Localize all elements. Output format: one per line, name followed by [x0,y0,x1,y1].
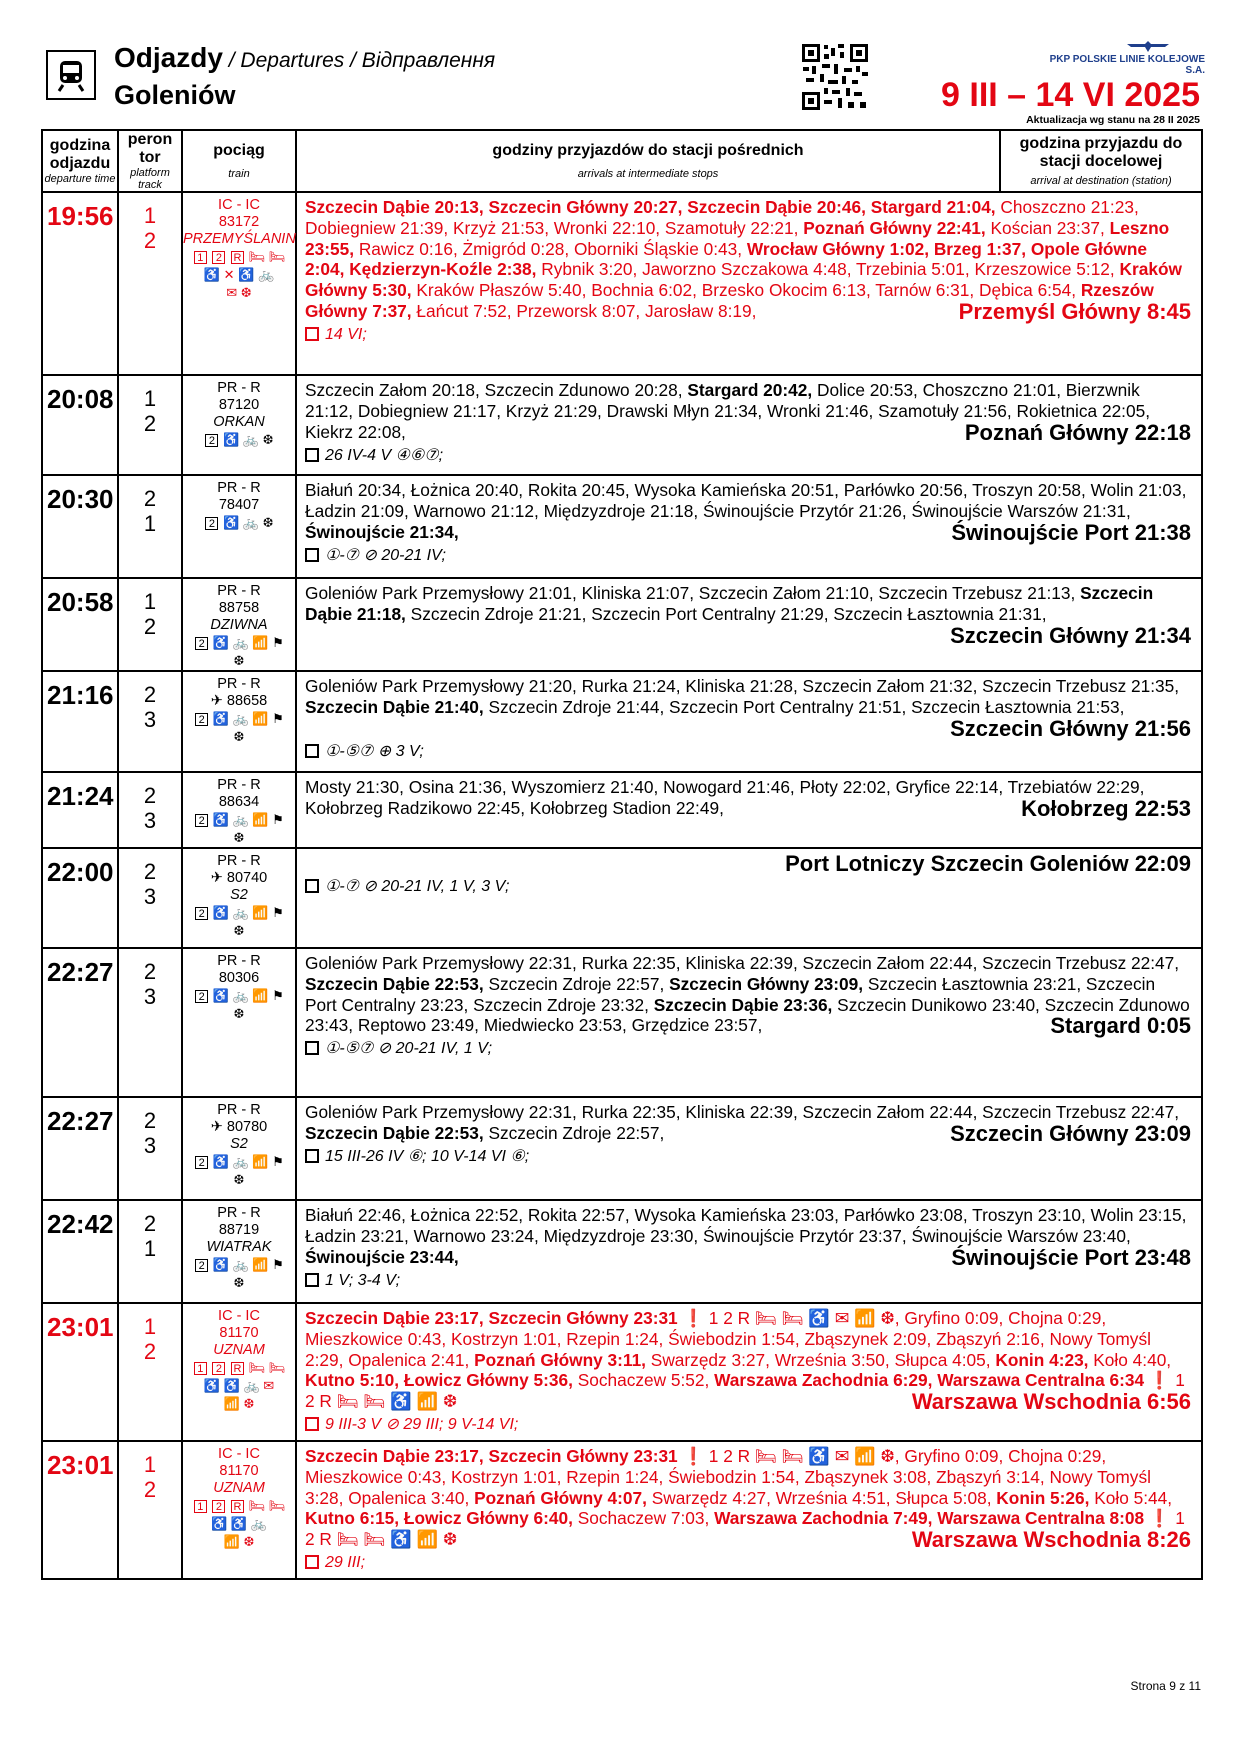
departure-time: 21:16 [42,671,118,772]
train-name: UZNAM [213,1480,265,1496]
departure-time: 22:27 [42,948,118,1097]
train-amenity-icons: 1 2 R 🛏 🛏 [183,1497,295,1515]
train-number: 83172 [218,214,260,230]
intermediate-stops: Goleniów Park Przemysłowy 21:01, Kliniska 21:07, Szczecin Załom 21:10, Szczecin Trzebusz 21:13, Szczecin Dąbie 21:18, Szczecin Zdroje 21:21, Szczecin Port Centralny 21:29, Szczecin Łasztownia 21:31, [305,583,1154,624]
operating-dates: 1 V; 3-4 V; [305,1271,1191,1294]
train-category: PR - R [217,676,261,692]
operating-dates: 14 VI; [305,325,1191,348]
calendar-icon [305,548,319,562]
departure-row [42,1303,1202,1441]
train-category: PR - R [217,1102,261,1118]
train-category: IC - IC [218,197,260,213]
destination: Warszawa Wschodnia 8:26 [911,1527,1191,1553]
operating-dates: ①-⑦ ⊘ 20-21 IV, 1 V, 3 V; [305,877,1191,900]
platform-track [118,1303,182,1441]
destination: Port Lotniczy Szczecin Goleniów 22:09 [785,851,1191,876]
destination: Szczecin Główny 21:34 [950,622,1191,648]
departure-time: 22:42 [42,1200,118,1303]
train-number: 88634 [218,794,260,810]
train-amenity-icons: 2 ♿ 🚲 📶 ⚑ [183,634,295,652]
col-time: godzina odjazdu departure time [42,130,118,192]
intermediate-stops: Szczecin Dąbie 23:17, Szczecin Główny 23:31 ❗ 1 2 R 🛏 🛏 ♿ ✉ 📶 ❆, Gryfino 0:09, Chojna 0:29, Mieszkowice 0:43, Kostrzyn 1:01, Rzepin 1:24, Świebodzin 1:54, Zbąszynek 2:09, Zbąszyń 2:16, Nowy Tomyśl 2:29, Opalenica 2:41, Poznań Główny 3:11, Swarzędz 3:27, Września 3:50, Słupca 4:05, Konin 4:23, Koło 4:40, Kutno 5:10, Łowicz Główny 5:36, Sochaczew 5:52, Warszawa Zachodnia 6:29, Warszawa Centralna 6:34 ❗ 1 2 R 🛏 🛏 ♿ 📶 ❆ [305,1308,1185,1412]
calendar-icon [305,1555,319,1569]
intermediate-stops: Szczecin Załom 20:18, Szczecin Zdunowo 20:28, Stargard 20:42, Dolice 20:53, Choszczno 21:01, Bierzwnik 21:12, Dobiegniew 21:17, Krzyż 21:29, Drawski Młyn 21:34, Wronki 21:46, Szamotuły 21:56, Rokietnica 22:05, Kiekrz 22:08, [305,380,1151,442]
operating-dates: ①-⑤⑦ ⊕ 3 V; [305,742,1191,765]
platform-number: 1 [143,1452,157,1477]
departure-time: 23:01 [42,1441,118,1579]
destination: Świnoujście Port 21:38 [951,519,1191,545]
col-stops: godziny przyjazdów do stacji pośrednich arrivals at intermediate stops [296,130,1000,192]
departure-time: 19:56 [42,192,118,375]
track-number: 2 [143,1339,157,1364]
departure-time: 20:58 [42,578,118,671]
destination: Szczecin Główny 23:09 [950,1120,1191,1146]
train-amenity-icons: ♿ ✕ ♿ 🚲 [203,267,275,282]
train-amenity-icons: ❆ [233,653,245,668]
track-number: 1 [143,1236,157,1261]
train-number: 88758 [218,600,260,616]
train-name: S2 [230,887,248,903]
train-info [182,772,296,848]
platform-number: 2 [143,959,157,984]
train-number: 81170 [219,1463,259,1479]
departures-table [41,129,1203,1580]
track-number: 3 [143,707,157,732]
stops-cell [296,375,1202,475]
platform-number: 1 [143,203,157,228]
departure-row [42,1200,1202,1303]
destination: Poznań Główny 22:18 [964,419,1191,445]
departure-row [42,948,1202,1097]
page-number: Strona 9 z 11 [1130,1679,1201,1693]
stops-cell [296,671,1202,772]
stops-cell [296,1200,1202,1303]
stops-cell [296,1097,1202,1200]
platform-track [118,475,182,578]
train-info [182,671,296,772]
platform-track [118,375,182,475]
train-info [182,848,296,948]
platform-number: 2 [143,486,157,511]
train-amenity-icons: ❆ [233,830,245,845]
train-category: PR - R [217,1205,261,1221]
platform-track [118,671,182,772]
train-amenity-icons: ❆ [233,729,245,744]
train-icon [46,50,96,100]
departure-time: 20:08 [42,375,118,475]
train-amenity-icons: 2 ♿ 🚲 ❆ [183,431,295,449]
stops-cell [296,948,1202,1097]
destination: Szczecin Główny 21:56 [950,715,1191,741]
intermediate-stops: Białuń 20:34, Łożnica 20:40, Rokita 20:45, Wysoka Kamieńska 20:51, Parłówko 20:56, Troszyn 20:58, Wolin 21:03, Ładzin 21:09, Warnowo 21:12, Międzyzdroje 21:18, Świnoujście Przytór 21:26, Świnoujście Warszów 21:31, Świnoujście 21:34, [305,480,1187,542]
departure-row [42,671,1202,772]
train-amenity-icons: 2 ♿ 🚲 ❆ [183,514,295,532]
train-number: ✈ 88658 [210,693,268,709]
departure-row [42,848,1202,948]
train-info [182,578,296,671]
train-name: PRZEMYŚLANIN [183,231,296,247]
track-number: 3 [143,884,157,909]
operating-dates: 26 IV-4 V ④⑥⑦; [305,446,1191,469]
train-category: PR - R [217,853,261,869]
train-number: 78407 [218,497,260,513]
platform-number: 2 [143,783,157,808]
validity-period: 9 III – 14 VI 2025 [941,76,1200,114]
platform-track [118,1200,182,1303]
train-amenity-icons: 2 ♿ 🚲 📶 ⚑ [183,710,295,728]
destination: Przemyśl Główny 8:45 [958,298,1191,324]
plk-logo [1045,40,1205,76]
intermediate-stops: Szczecin Dąbie 20:13, Szczecin Główny 20:27, Szczecin Dąbie 20:46, Stargard 21:04, Choszczno 21:23, Dobiegniew 21:39, Krzyż 21:53, Wronki 22:10, Szamotuły 22:21, Poznań Główny 22:41, Kościan 23:37, Leszno 23:55, Rawicz 0:16, Żmigród 0:28, Oborniki Śląskie 0:43, Wrocław Główny 1:02, Brzeg 1:37, Opole Główne 2:04, Kędzierzyn-Koźle 2:38, Rybnik 3:20, Jaworzno Szczakowa 4:48, Trzebinia 5:01, Krzeszowice 5:12, Kraków Główny 5:30, Kraków Płaszów 5:40, Bochnia 6:02, Brzesko Okocim 6:13, Tarnów 6:31, Dębica 6:54, Rzeszów Główny 7:37, Łańcut 7:52, Przeworsk 8:07, Jarosław 8:19, [305,197,1182,321]
page-title: Odjazdy / Departures / Відправлення [114,42,496,73]
platform-track [118,578,182,671]
platform-track [118,1441,182,1579]
train-amenity-icons: 2 ♿ 🚲 📶 ⚑ [183,987,295,1005]
train-number: 81170 [219,1325,259,1341]
col-platform: peron tor platform track [118,130,182,192]
calendar-icon [305,1149,319,1163]
operating-dates: ①-⑦ ⊘ 20-21 IV; [305,546,1191,569]
train-category: PR - R [217,380,261,396]
operating-dates: ①-⑤⑦ ⊘ 20-21 IV, 1 V; [305,1039,1191,1062]
track-number: 1 [143,511,157,536]
operating-dates: 9 III-3 V ⊘ 29 III; 9 V-14 VI; [305,1415,1191,1438]
train-amenity-icons: 📶 ❆ [223,1396,255,1411]
stops-cell [296,578,1202,671]
stops-cell [296,1303,1202,1441]
table-header-row [42,130,1202,192]
train-info [182,375,296,475]
train-amenity-icons: 2 ♿ 🚲 📶 ⚑ [183,1256,295,1274]
departure-row [42,475,1202,578]
intermediate-stops: Szczecin Dąbie 23:17, Szczecin Główny 23:31 ❗ 1 2 R 🛏 🛏 ♿ ✉ 📶 ❆, Gryfino 0:09, Chojna 0:29, Mieszkowice 0:43, Kostrzyn 1:01, Rzepin 1:24, Świebodzin 1:54, Zbąszynek 3:08, Zbąszyń 3:14, Nowy Tomyśl 3:28, Opalenica 3:40, Poznań Główny 4:07, Swarzędz 4:27, Września 4:51, Słupca 5:08, Konin 5:26, Koło 5:44, Kutno 6:15, Łowicz Główny 6:40, Sochaczew 7:03, Warszawa Zachodnia 7:49, Warszawa Centralna 8:08 ❗ 1 2 R 🛏 🛏 ♿ 📶 ❆ [305,1446,1185,1550]
platform-track [118,772,182,848]
train-info [182,475,296,578]
calendar-icon [305,879,319,893]
stops-cell [296,848,1202,948]
train-amenity-icons: ♿ ♿ 🚲 [211,1516,267,1531]
train-name: S2 [230,1136,248,1152]
operating-dates: 29 III; [305,1553,1191,1576]
departure-row [42,578,1202,671]
operating-dates: 15 III-26 IV ⑥; 10 V-14 VI ⑥; [305,1147,1191,1170]
calendar-icon [305,1273,319,1287]
platform-track [118,1097,182,1200]
platform-number: 1 [143,589,157,614]
track-number: 2 [143,614,157,639]
plk-wing-icon [1125,40,1171,54]
intermediate-stops: Goleniów Park Przemysłowy 21:20, Rurka 21:24, Kliniska 21:28, Szczecin Załom 21:32, Szczecin Trzebusz 21:35, Szczecin Dąbie 21:40, Szczecin Zdroje 21:44, Szczecin Port Centralny 21:51, Szczecin Łasztownia 21:53, [305,676,1180,717]
train-amenity-icons: 📶 ❆ [223,1534,255,1549]
brand-name: PKP POLSKIE LINIE KOLEJOWE S.A. [1049,54,1205,76]
platform-track [118,848,182,948]
train-category: IC - IC [218,1308,260,1324]
platform-track [118,948,182,1097]
col-train: pociąg train [182,130,296,192]
track-number: 2 [143,228,157,253]
departure-time: 21:24 [42,772,118,848]
departure-row [42,375,1202,475]
platform-number: 1 [143,1314,157,1339]
destination: Stargard 0:05 [1050,1013,1191,1039]
departure-row [42,1097,1202,1200]
train-info [182,1097,296,1200]
train-number: 88719 [218,1222,260,1238]
train-amenity-icons: 2 ♿ 🚲 📶 ⚑ [183,904,295,922]
train-category: PR - R [217,953,261,969]
train-info [182,1441,296,1579]
train-category: IC - IC [218,1446,260,1462]
departure-row [42,1441,1202,1579]
stops-cell [296,772,1202,848]
intermediate-stops: Goleniów Park Przemysłowy 22:31, Rurka 22:35, Kliniska 22:39, Szczecin Załom 22:44, Szczecin Trzebusz 22:47, Szczecin Dąbie 22:53, Szczecin Zdroje 22:57, Szczecin Główny 23:09, Szczecin Łasztownia 23:21, Szczecin Port Centralny 23:23, Szczecin Zdroje 23:32, Szczecin Dąbie 23:36, Szczecin Dunikowo 23:40, Szczecin Zdunowo 23:43, Reptowo 23:49, Miedwiecko 23:53, Grzędzice 23:57, [305,953,1190,1036]
calendar-icon [305,327,319,341]
train-name: WIATRAK [206,1239,272,1255]
platform-number: 1 [143,386,157,411]
departure-time: 22:00 [42,848,118,948]
train-amenity-icons: ❆ [233,1275,245,1290]
station-name: Goleniów [114,80,236,110]
track-number: 2 [143,1477,157,1502]
train-number: 80306 [218,970,260,986]
train-category: PR - R [217,777,261,793]
train-name: UZNAM [213,1342,265,1358]
track-number: 3 [143,984,157,1009]
train-number: ✈ 80780 [210,1119,268,1135]
platform-number: 2 [143,1108,157,1133]
train-name: DZIWNA [210,617,268,633]
qr-code-icon[interactable] [800,42,870,112]
intermediate-stops: Goleniów Park Przemysłowy 22:31, Rurka 22:35, Kliniska 22:39, Szczecin Załom 22:44, Szczecin Trzebusz 22:47, Szczecin Dąbie 22:53, Szczecin Zdroje 22:57, [305,1102,1180,1143]
destination: Kołobrzeg 22:53 [1021,795,1191,821]
train-category: PR - R [217,480,261,496]
platform-number: 2 [143,1211,157,1236]
train-amenity-icons: 1 2 R 🛏 🛏 [183,1359,295,1377]
track-number: 3 [143,1133,157,1158]
departure-time: 23:01 [42,1303,118,1441]
calendar-icon [305,1041,319,1055]
train-amenity-icons: 2 ♿ 🚲 📶 ⚑ [183,811,295,829]
train-info [182,1200,296,1303]
train-amenity-icons: ✉ ❆ [226,285,252,300]
calendar-icon [305,448,319,462]
page-header [40,38,1205,130]
departure-row [42,772,1202,848]
calendar-icon [305,744,319,758]
train-name: ORKAN [213,414,265,430]
train-category: PR - R [217,583,261,599]
train-amenity-icons: 2 ♿ 🚲 📶 ⚑ [183,1153,295,1171]
train-info [182,192,296,375]
train-amenity-icons: ❆ [233,923,245,938]
platform-number: 2 [143,859,157,884]
update-note: Aktualizacja wg stanu na 28 II 2025 [1026,114,1200,126]
destination: Warszawa Wschodnia 6:56 [911,1389,1191,1415]
intermediate-stops: Mosty 21:30, Osina 21:36, Wyszomierz 21:40, Nowogard 21:46, Płoty 22:02, Gryfice 22:14, Trzebiatów 22:29, Kołobrzeg Radzikowo 22:45, Kołobrzeg Stadion 22:49, [305,777,1145,818]
train-amenity-icons: 1 2 R 🛏 🛏 [183,248,295,266]
destination: Świnoujście Port 23:48 [951,1244,1191,1270]
train-amenity-icons: ♿ ♿ 🚲 ✉ [203,1378,275,1393]
platform-number: 2 [143,682,157,707]
train-number: 87120 [218,397,260,413]
col-destination: godzina przyjazdu do stacji docelowej arrival at destination (station) [1000,130,1202,192]
train-number: ✈ 80740 [210,870,268,886]
stops-cell [296,192,1202,375]
stops-cell [296,1441,1202,1579]
intermediate-stops: Białuń 22:46, Łożnica 22:52, Rokita 22:57, Wysoka Kamieńska 23:03, Parłówko 23:08, Troszyn 23:10, Wolin 23:15, Ładzin 23:21, Warnowo 23:24, Międzyzdroje 23:30, Świnoujście Przytór 23:37, Świnoujście Warszów 23:40, Świnoujście 23:44, [305,1205,1187,1267]
stops-cell [296,475,1202,578]
train-info [182,1303,296,1441]
track-number: 2 [143,411,157,436]
train-info [182,948,296,1097]
departure-time: 20:30 [42,475,118,578]
track-number: 3 [143,808,157,833]
departure-row [42,192,1202,375]
train-amenity-icons: ❆ [233,1006,245,1021]
platform-track [118,192,182,375]
departure-time: 22:27 [42,1097,118,1200]
calendar-icon [305,1417,319,1431]
train-amenity-icons: ❆ [233,1172,245,1187]
